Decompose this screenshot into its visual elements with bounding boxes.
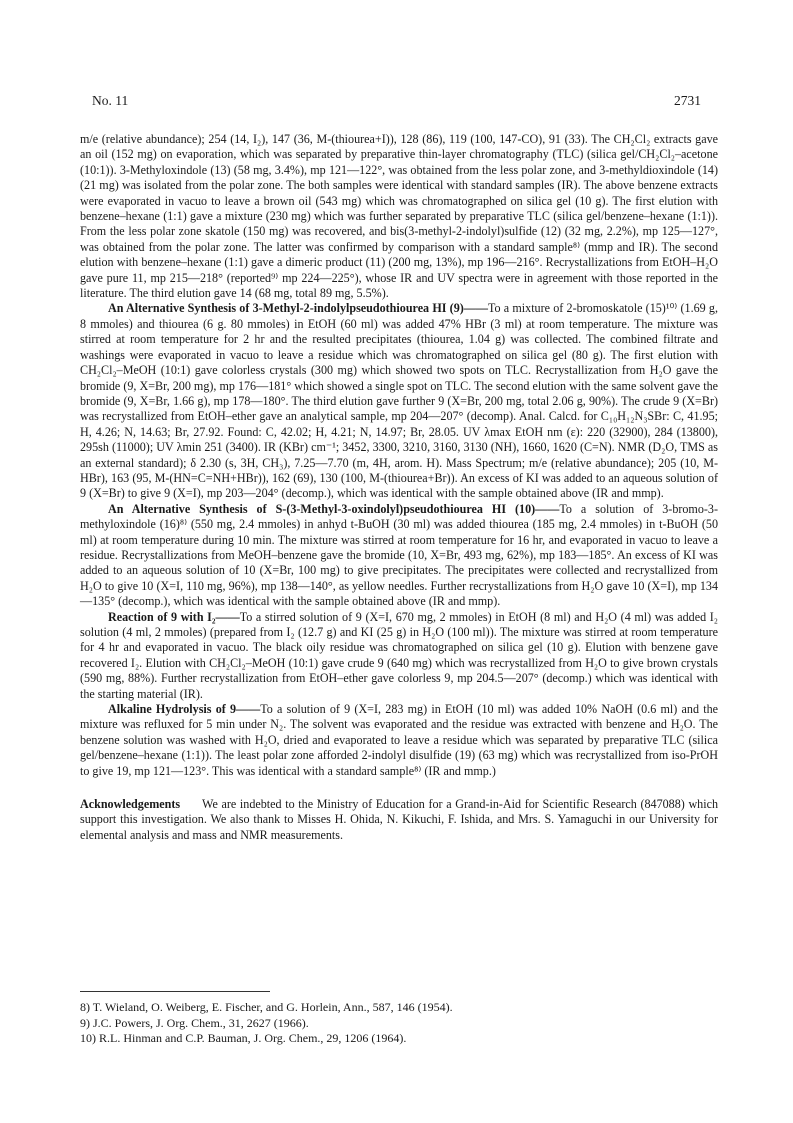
references bbox=[80, 1000, 680, 1047]
section-heading: An Alternative Synthesis of 3-Methyl-2-indolylpseudothiourea HI (9)—— bbox=[108, 301, 488, 316]
footnote-divider bbox=[80, 991, 270, 992]
section-heading: An Alternative Synthesis of S-(3-Methyl-3-oxindolyl)pseudothiourea HI (10)—— bbox=[108, 501, 560, 516]
section-heading: Alkaline Hydrolysis of 9—— bbox=[108, 702, 261, 717]
article-body bbox=[80, 132, 718, 843]
paragraph-text: To a solution of 3-bromo-3-methyloxindole (16)⁸⁾ (550 mg, 2.4 mmoles) in anhyd t-BuOH (30 ml) was added thiourea (185 mg, 2.4 mmoles) in t-BuOH (50 ml) at room temperature during 10 min. The mixture was stirred at room temperature for 16 hr, and evaporated in vacuo to leave a residue. Recrystallizations from MeOH–benzene gave the bromide (10, X=Br, 493 mg, 62%), mp 183—185°. An excess of KI was added to an aqueous solution of 10 (X=Br, 100 mg) to give precipitates. The precipitates were collected and recrystallized from H₂O to give 10 (X=I, 110 mg, 96%), mp 138—140°, as yellow needles. Further recrystallizations from H₂O gave 10 (X=I), mp 134—135° (decomp.), which was identical with the sample obtained above (IR and mmp). bbox=[80, 501, 718, 609]
paragraph-alkaline-hydrolysis bbox=[80, 702, 718, 779]
page-number: 2731 bbox=[674, 93, 701, 108]
acknowledgements-heading: Acknowledgements bbox=[80, 797, 181, 812]
acknowledgements bbox=[80, 797, 718, 843]
reference-item: 8) T. Wieland, O. Weiberg, E. Fischer, and G. Horlein, Ann., 587, 146 (1954). bbox=[80, 1000, 453, 1014]
paragraph-text: To a mixture of 2-bromoskatole (15)¹⁰⁾ (1.69 g, 8 mmoles) and thiourea (6 g. 80 mmoles) in EtOH (60 ml) was added 47% HBr (3 ml) at room temperature. The mixture was stirred at room temperature for 2 hr and the resulted precipitates (thiourea, 1.04 g) was collected. The combined filtrate and washings were evaporated in vacuo to leave a residue which was chromatographed on silica gel (80 g). The first elution with CH₂Cl₂–MeOH (10:1) gave colorless crystals (300 mg) which showed two spots on TLC. Recrystallization from H₂O gave the bromide (9, X=Br, 200 mg), mp 176—181° which showed a single spot on TLC. The second elution with the same solvent gave the bromide (9, X=Br, 1.66 g), mp 178—180°. The third elution gave further 9 (X=Br, 200 mg, total 2.06 g, 90%). The crude 9 (X=Br) was recrystallized from EtOH–ether gave an analytical sample, mp 204—207° (decomp). Anal. Calcd. for C₁₀H₁₂N₃SBr: C, 41.95; H, 4.26; N, 14.63; Br, 27.92. Found: C, 42.02; H, 4.21; N, 14.97; Br, 28.05. UV λmax EtOH nm (ε): 220 (32900), 284 (13800), 295sh (11000); UV λmin 251 (3400). IR (KBr) cm⁻¹; 3452, 3300, 3210, 3160, 3130 (NH), 1660, 1620 (C=N). NMR (D₂O, TMS as an external standard); δ 2.30 (s, 3H, CH₃), 7.25—7.70 (m, 4H, arom. H). Mass Spectrum; m/e (relative abundance); 205 (10, M-HBr), 163 (95, M-(HN=C=NH+HBr)), 162 (69), 130 (100, M-(thiourea+Br)). An excess of KI was added to an aqueous solution of 9 (X=Br) to give 9 (X=I), mp 203—204° (decomp.), which was identical with the sample obtained above (IR and mmp). bbox=[80, 301, 718, 501]
paragraph-text: To a solution of 9 (X=I, 283 mg) in EtOH (10 ml) was added 10% NaOH (0.6 ml) and the mixture was refluxed for 5 min under N₂. The solvent was evaporated and the residue was extracted with benzene and H₂O. The benzene solution was washed with H₂O, dried and evaporated to leave a residue which was separated by preparative TLC (silica gel/benzene–hexane (1:1)). The least polar zone afforded 2-indolyl disulfide (19) (63 mg) which was recrystallized from iso-PrOH to give 19, mp 121—123°. This was identical with a standard sample⁸⁾ (IR and mmp.) bbox=[80, 702, 718, 778]
issue-number: No. 11 bbox=[92, 93, 129, 108]
page-header bbox=[92, 93, 701, 113]
acknowledgements-text: We are indebted to the Ministry of Education for a Grand-in-Aid for Scientific Research (847088) which support this investigation. We also thank to Misses H. Ohida, N. Kikuchi, F. Ishida, and Mrs. S. Yamaguchi in our University for elemental analysis and mass and NMR measurements. bbox=[80, 797, 719, 842]
reference-item: 9) J.C. Powers, J. Org. Chem., 31, 2627 (1966). bbox=[80, 1015, 309, 1030]
paragraph-text: m/e (relative abundance); 254 (14, I₂), 147 (36, M-(thiourea+I)), 128 (86), 119 (100, 147-CO), 91 (33). The CH₂Cl₂ extracts gave an oil (152 mg) on evaporation, which was separated by preparative thin-layer chromatography (TLC) (silica gel/CH₂Cl₂–acetone (10:1)). 3-Methyloxindole (13) (58 mg, 3.4%), mp 121—122°, was obtained from the less polar zone, and 3-methyldioxindole (14) (21 mg) was isolated from the polar zone. The both samples were identical with standard samples (IR). The above benzene extracts were evaporated in vacuo to leave a brown oil (543 mg) which was chromatographed on silica gel (10 g). The first elution with benzene–hexane (1:1) gave a mixture (230 mg) which was further separated by preparative TLC (silica gel/benzene–hexane (1:1)). From the less polar zone skatole (150 mg) was recovered, and bis(3-methyl-2-indolyl)sulfide (12) (32 mg, 2.2%), mp 125—127°, was obtained from the polar zone. The latter was confirmed by comparison with a standard sample⁸⁾ (mmp and IR). The second elution with benzene–hexane (1:1) gave a dimeric product (11) (200 mg, 13%), mp 196—216°. Recrystallizations from EtOH–H₂O gave pure 11, mp 215—218° (reported⁹⁾ mp 224—225°), whose IR and UV spectra were in agreement with those reported in the literature. The third elution gave 14 (68 mg, total 89 mg, 5.5%). bbox=[80, 132, 718, 301]
reference-item: 10) R.L. Hinman and C.P. Bauman, J. Org. Chem., 29, 1206 (1964). bbox=[80, 1031, 407, 1046]
paragraph-synthesis-10 bbox=[80, 502, 718, 610]
section-heading: Reaction of 9 with I₂—— bbox=[108, 609, 240, 624]
paragraph-reaction-iodine bbox=[80, 610, 718, 702]
paragraph-synthesis-9 bbox=[80, 301, 718, 501]
paragraph-continued bbox=[80, 132, 718, 301]
paragraph-text: To a stirred solution of 9 (X=I, 670 mg, 2 mmoles) in EtOH (8 ml) and H₂O (4 ml) was added I₂ solution (4 ml, 2 mmoles) (prepared from I₂ (12.7 g) and KI (25 g) in H₂O (100 ml)). The mixture was stirred at room temperature for 4 hr and evaporated in vacuo. The black oily residue was chromatographed on silica gel (10 g). Elution with benzene gave recovered I₂. Elution with CH₂Cl₂–MeOH (10:1) gave crude 9 (640 mg) which was recrystallized from H₂O to give brown crystals (590 mg, 88%). Further recrystallization from EtOH–ether gave colorless 9, mp 204.5—207° (decomp.) which was identical with the starting material (IR). bbox=[80, 609, 718, 701]
